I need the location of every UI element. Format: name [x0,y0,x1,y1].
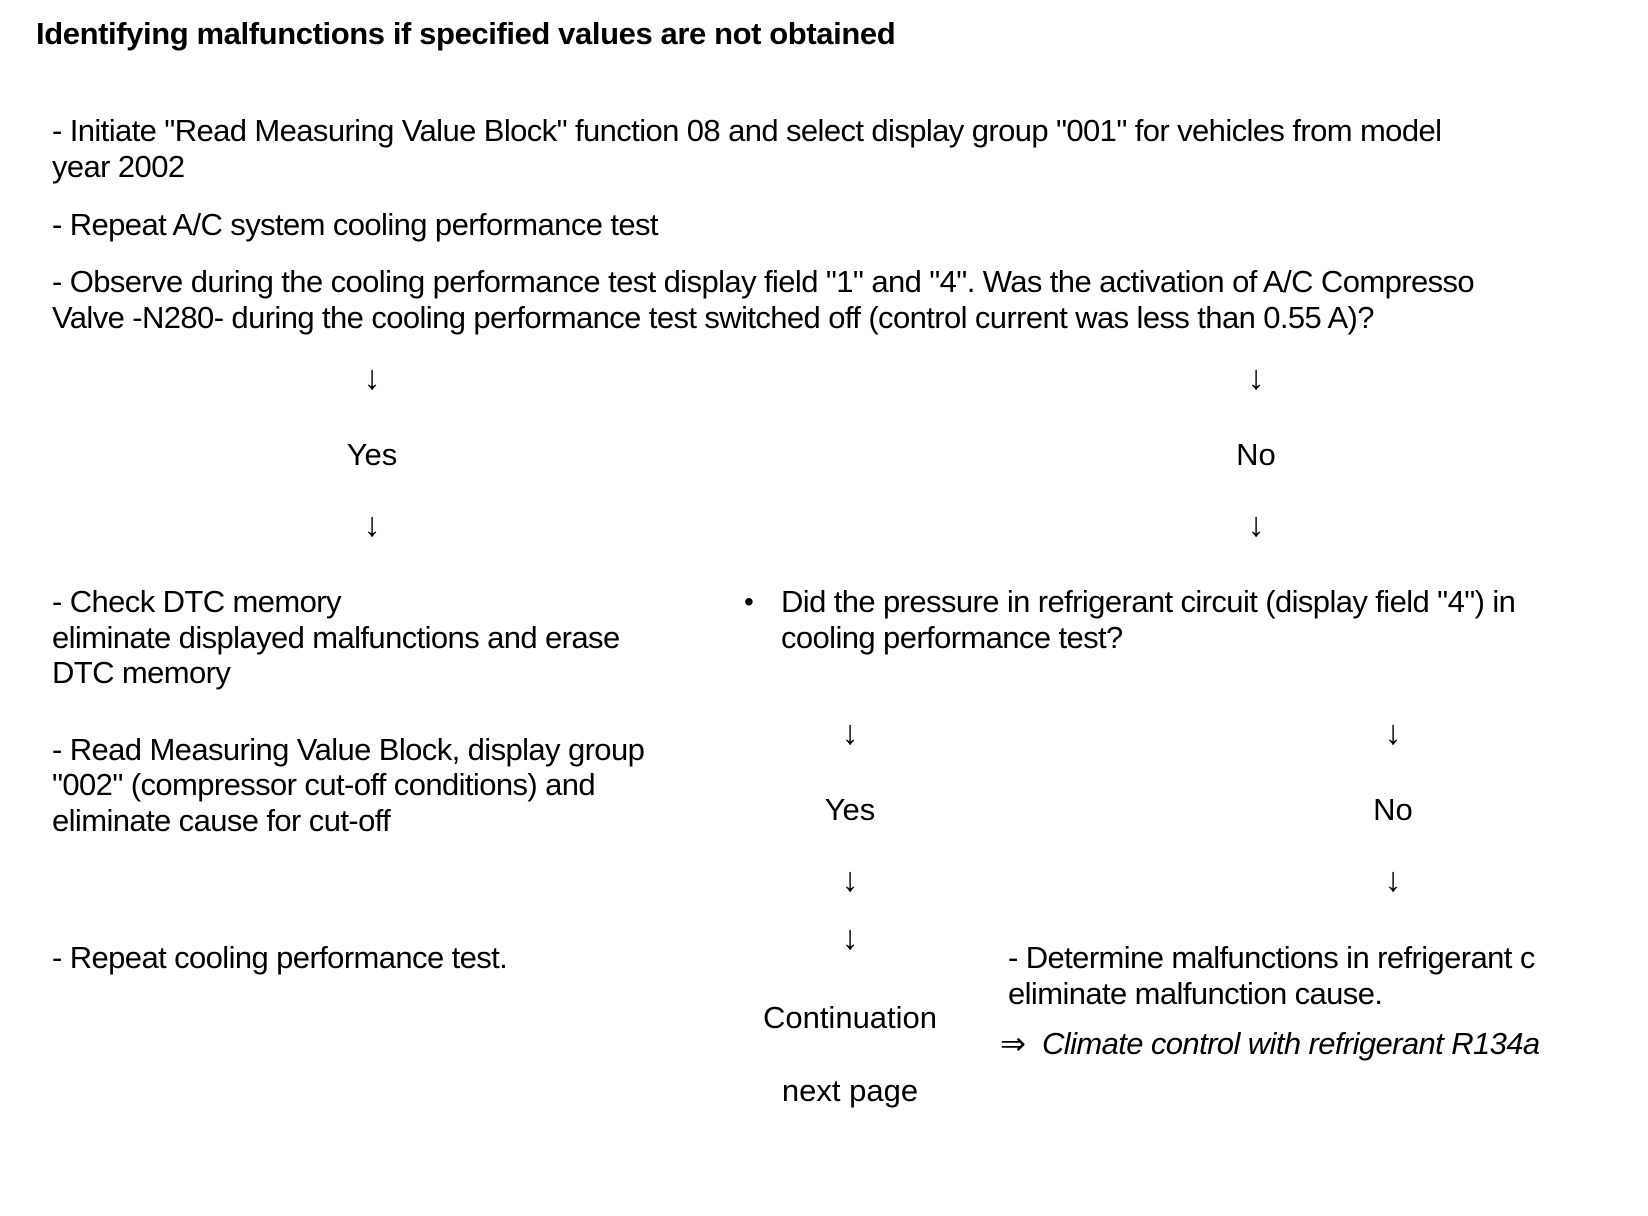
branch-no-label: No [1236,437,1276,472]
pressure-no-label: No [1373,792,1413,827]
down-arrow-icon: ↓ [841,861,859,899]
continuation-label: Continuation [762,1000,938,1035]
bullet-icon: • [744,586,754,617]
step-observe-line2: Valve -N280- during the cooling performance test switched off (control current was less than 0.55 A)? [52,300,1374,335]
down-arrow-icon: ↓ [1384,861,1402,899]
next-page-label: next page [781,1073,919,1108]
page-title: Identifying malfunctions if specified values are not obtained [36,16,896,51]
read-block-002-line3: eliminate cause for cut-off [52,803,391,838]
down-arrow-icon: ↓ [841,714,859,752]
step-repeat-test: - Repeat A/C system cooling performance test [52,207,658,242]
determine-malfunctions-line1: - Determine malfunctions in refrigerant c [1008,940,1535,975]
step-read-measuring-block-line1: - Initiate "Read Measuring Value Block" function 08 and select display group "001" for vehicles from model [52,113,1442,148]
down-arrow-icon: ↓ [841,919,859,957]
pressure-yes-label: Yes [824,792,876,827]
step-observe-line1: - Observe during the cooling performance test display field "1" and "4". Was the activation of A/C Compresso [52,264,1475,299]
repeat-cooling-test: - Repeat cooling performance test. [52,940,508,975]
down-arrow-icon: ↓ [1247,506,1265,544]
read-block-002-line1: - Read Measuring Value Block, display group [52,732,645,767]
branch-yes-label: Yes [346,437,398,472]
pressure-question-line1: Did the pressure in refrigerant circuit (display field "4") in [781,584,1516,619]
check-dtc-line1: - Check DTC memory [52,584,341,619]
read-block-002-line2: "002" (compressor cut-off conditions) and [52,767,596,802]
down-arrow-icon: ↓ [1247,359,1265,397]
down-arrow-icon: ↓ [363,506,381,544]
determine-malfunctions-line2: eliminate malfunction cause. [1008,976,1383,1011]
climate-control-reference-link[interactable]: Climate control with refrigerant R134a [1042,1026,1540,1061]
step-read-measuring-block-line2: year 2002 [52,149,185,184]
pressure-question-line2: cooling performance test? [781,620,1123,655]
check-dtc-line3: DTC memory [52,655,231,690]
reference-arrow-icon: ⇒ [1000,1026,1026,1061]
down-arrow-icon: ↓ [363,359,381,397]
check-dtc-line2: eliminate displayed malfunctions and erase [52,620,620,655]
down-arrow-icon: ↓ [1384,714,1402,752]
